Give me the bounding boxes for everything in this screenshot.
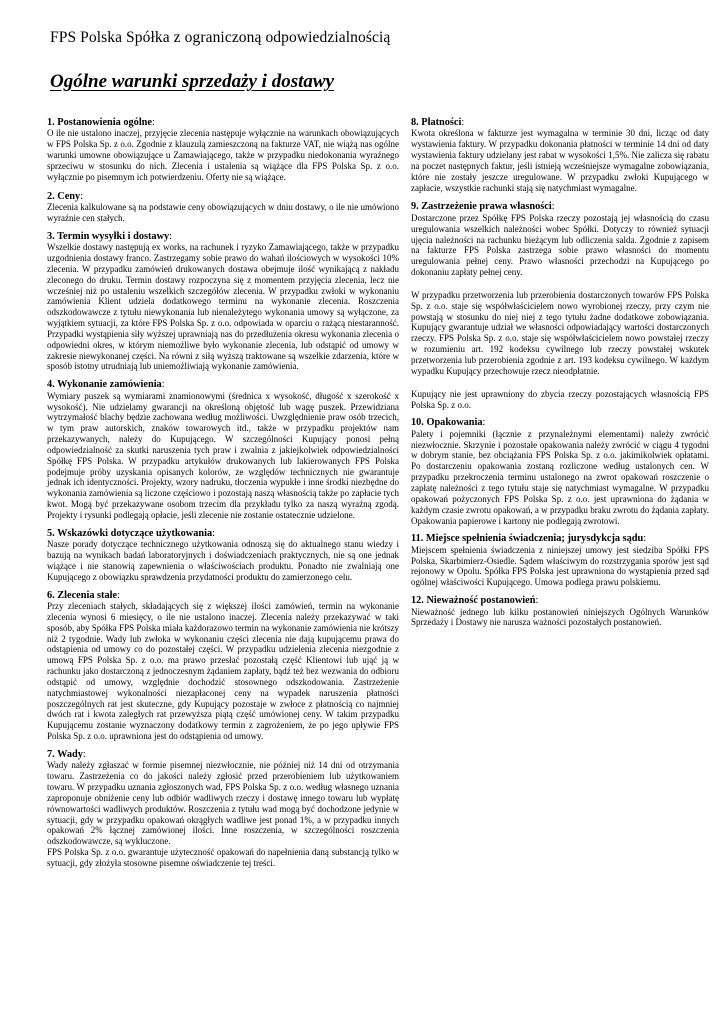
section-heading: 9. Zastrzeżenie prawa własności: [411, 201, 555, 213]
company-name: FPS Polska Spółka z ograniczoną odpowiedzialnością [50, 29, 391, 46]
section-paragraph: Kwota określona w fakturze jest wymagalna w terminie 30 dni, licząc od daty wystawienia faktury. W przypadku dokonania płatności w terminie 14 dni od daty wystawienia faktury udzielany jest rabat w wysokości 1,5%. Nie zalicza się rabatu na poczet następnych faktur, jeśli istnieją wcześniejsze wymagalne zobowiązania, które nie zostały jeszcze uregulowane. W przypadku zwłoki Kupującego w zapłacie, wszystkie rachunki stają się natychmiast wymagalne. [411, 128, 709, 193]
section-paragraph: Kupujący nie jest uprawniony do zbycia rzeczy pozostających własnością FPS Polska Sp. z o.o. [411, 388, 709, 410]
section-heading: 4. Wykonanie zamówienia: [47, 379, 165, 391]
section [411, 117, 709, 193]
section-heading-text: 8. Płatności [411, 117, 462, 128]
section-paragraph: Wymiary puszek są wymiarami znamionowymi (średnica x wysokość, długość x szerokość x wysokość). Nie udzielamy gwarancji na określoną objętość lub wagę puszek. Przewidziana wytrzymałość blachy będzie zachowana według możliwości. Uwzględnienie praw osób trzecich, w tym praw autorskich, znaków towarowych itd., także w przypadku projektów nam przekazywanych, należy do Kupującego. W szczególności Kupujący ponosi pełną odpowiedzialność za skutki naruszenia tych praw i zwalnia z jakiejkolwiek odpowiedzialności Spółkę FPS Polska. W przypadku artykułów drukowanych lub lakierowanych FPS Polska podejmuje próby uzyskania opisanych kolorów, ze względów technicznych nie gwarantuje jednak ich identyczności. Projekty, wzory nadruku, tłoczenia wypukłe i inne środki niezbędne do wykonania zamówienia są liczone częściowo i pozostają naszą własnością także po zapłacie tych kwot. Mogą być przekazywane osobom trzecim dla przykładu tylko za naszą wyraźną zgodą. Projekty i rysunki podlegają opłacie, jeśli zlecenie nie zostanie ostatecznie udzielone. [47, 390, 399, 520]
section-paragraph: O ile nie ustalono inaczej, przyjęcie zlecenia następuje wyłącznie na warunkach obowiązujących w FPS Polska Sp. z o.o. Zgodnie z klauzulą zamieszczoną na fakturze VAT, nie wiążą nas ogólne warunki umowne obowiązujące u Zamawiającego, także w przypadku niedokonania wyraźnego sprzeciwu w stosunku do nich. Zlecenia i ustalenia są wiążące dla FPS Polska Sp. z o.o. wyłącznie po pisemnym ich potwierdzeniu. Oferty nie są wiążące. [47, 128, 399, 182]
section [411, 417, 709, 526]
section-heading: 2. Ceny: [47, 190, 84, 202]
section [47, 117, 399, 183]
section [411, 201, 709, 410]
section-heading-text: 12. Nieważność postanowień [411, 595, 536, 607]
section-paragraph: Wszelkie dostawy następują ex works, na rachunek i ryzyko Zamawiającego, także w przypadku uzgodnienia dostawy franco. Zastrzegamy sobie prawo do wahań ilościowych w wysokości 10% zlecenia. W przypadku zamówień drukowanych dostawa obejmuje ilość wynikającą z nakładu zleconego do druku. Termin dostawy rozpoczyna się z momentem przyjęcia zlecenia, lecz nie wcześniej niż po ustaleniu wszelkich szczegółów zlecenia. W przypadku zwłoki w wykonaniu zamówienia Klient udziela dodatkowego terminu na wykonanie zlecenia. Roszczenia odszkodowawcze z tytułu niewykonania lub nienależytego wykonania umowy są wyłączone, za wyjątkiem sytuacji, za które FPS Polska Sp. z o.o. odpowiada w oparciu o rażącą niestaranność. Przypadki wystąpienia siły wyższej uprawniają nas do przedłużenia okresu wykonania zlecenia o odpowiedni okres, w którym niemożliwe było wykonanie zlecenia, lub odstąpić od umowy w zakresie niewykonanej części. Na równi z siłą wyższą traktowane są wszelkie zdarzenia, które w sposób istotny utrudniają lub uniemożliwiają wykonanie zamówienia. [47, 242, 399, 372]
section-heading-text: 6. Zlecenia stałe [47, 589, 118, 601]
section-paragraph: Przy zleceniach stałych, składających się z większej ilości zamówień, termin na wykonanie zlecenia wynosi 6 miesięcy, o ile nie ustalono inaczej. Zlecenia należy przekazywać w taki sposób, aby Spółka FPS Polska miała każdorazowo termin na wykonanie zamówienia nie krótszy niż 2 tygodnie. Wady lub zwłoka w wykonaniu części zlecenia nie dają kupującemu prawa do odstąpienia od umowy co do pozostałej części. W przypadku udzielenia zlecenia niezgodnie z umową FPS Polska Sp. z o.o. ma prawo przesłać pozostałą część Klientowi lub ująć ją w rachunku jako dostarczoną z jednoczesnym żądaniem zapłaty, bądź też bez wezwania do odbioru odstąpić od umowy, względnie dochodzić stosownego odszkodowania. Zastrzeżenie natychmiastowej wykonalności niezapłaconej ceny na wypadek naruszenia płatności poszczególnych rat jest skuteczne, gdy Kupujący pozostaje w zwłoce z płatnością co najmniej dwóch rat i kwota zaległych rat przewyższa piątą część umówionej ceny. W takim przypadku Kupującemu zostanie wyznaczony dodatkowy termin z zagrożeniem, że po jego upływie FPS Polska Sp. z o.o. uprawniona jest do odstąpienia od umowy. [47, 600, 399, 742]
section-paragraph: Palety i pojemniki (łącznie z przynależnymi elementami) należy zwrócić niezwłocznie. Skrzynie i pozostałe opakowania należy zwrócić w ciągu 4 tygodni w dobrym stanie, bez obciążania FPS Polska Sp. z o.o. jakimikolwiek opłatami. Po dostarczeniu opakowania zostaną rozliczone według ustalonych cen. W przypadku przekroczenia terminu ustalonego na zwrot opakowań roszczenie o zapłatę należności z tego tytułu staje się natychmiast wymagalne. W przypadku opakowań pożyczonych FPS Polska Sp. z o.o. jest uprawniona do żądania w każdym czasie zwrotu opakowań, a w przypadku braku zwrotu do żądania zapłaty. Opakowania papierowe i kartony nie podlegają zwrotowi. [411, 428, 709, 526]
section-heading: 7. Wady: [47, 748, 86, 760]
section-heading-text: 10. Opakowania [411, 417, 483, 429]
section-heading: 3. Termin wysyłki i dostawy: [47, 230, 173, 242]
section-heading-text: 5. Wskazówki dotyczące użytkowania [47, 527, 213, 539]
section-heading-text: 2. Ceny [47, 190, 81, 202]
right-column [411, 110, 709, 628]
section [47, 231, 399, 373]
section-paragraph: FPS Polska Sp. z o.o. gwarantuje użyteczność opakowań do napełnienia daną substancją tylko w sytuacji, gdy złożyła stosowne pisemne oświadczenie tej treści. [47, 847, 399, 868]
section [47, 749, 399, 869]
section-heading-text: 4. Wykonanie zamówienia [47, 379, 162, 391]
section-heading: 5. Wskazówki dotyczące użytkowania: [47, 527, 216, 539]
section [47, 379, 399, 521]
section-heading-text: 1. Postanowienia ogólne [47, 117, 152, 128]
section-heading-text: 11. Miejsce spełnienia świadczenia; jurysdykcja sądu [411, 533, 644, 545]
section-heading-text: 3. Termin wysyłki i dostawy [47, 230, 170, 242]
document-title: Ogólne warunki sprzedaży i dostawy [50, 71, 334, 92]
section-heading-text: 7. Wady [47, 748, 83, 760]
section-paragraph: Zlecenia kalkulowane są na podstawie ceny obowiązujących w dniu dostawy, o ile nie umówiono wyraźnie cen stałych. [47, 202, 399, 223]
section-paragraph: Dostarczone przez Spółkę FPS Polska rzeczy pozostają jej własnością do czasu uregulowania wszelkich należności wobec Spółki. Dotyczy to również sytuacji ujęcia należności na rachunku bieżącym lub odliczenia salda. Zgodnie z zapisem na fakturze FPS Polska zastrzega sobie prawo własności do momentu uregulowania pełnej ceny. Prawo własności przechodzi na Kupującego po dokonaniu zapłaty pełnej ceny. [411, 212, 709, 278]
section-heading-text: 9. Zastrzeżenie prawa własności [411, 201, 552, 213]
section-heading: 6. Zlecenia stałe: [47, 589, 120, 601]
section [47, 528, 399, 583]
section-heading: 12. Nieważność postanowień: [411, 595, 539, 607]
section-paragraph: Nieważność jednego lub kilku postanowień niniejszych Ogólnych Warunków Sprzedaży i Dostawy nie narusza ważności pozostałych postanowień. [411, 606, 709, 628]
left-column [47, 110, 399, 869]
section [411, 533, 709, 588]
section-paragraph: W przypadku przetworzenia lub przerobienia dostarczonych towarów FPS Polska Sp. z o.o. staje się współwłaścicielem nowo wyrobionej rzeczy, przy czym nie powstają w stosunku do niej niej z tego tytułu żadne dodatkowe zobowiązania. Kupujący gwarantuje udział we własności odpowiadający wartości dostarczonych rzeczy. FPS Polska Sp. z o.o. staje się współwłaścicielem nowo powstałej rzeczy w rozumieniu art. 192 kodeksu cywilnego lub rzeczy powstałej wskutek przetworzenia lub przerobienia zgodnie z art. 193 kodeksu cywilnego. W każdym wypadku Kupujący przechowuje rzecz nieodpłatnie. [411, 289, 709, 376]
section-heading: 11. Miejsce spełnienia świadczenia; jurysdykcja sądu: [411, 533, 647, 545]
section [411, 595, 709, 628]
section [47, 590, 399, 742]
section-heading: 8. Płatności: [411, 117, 465, 128]
section-paragraph: Wady należy zgłaszać w formie pisemnej niezwłocznie, nie później niż 14 dni od otrzymania towaru. Zastrzeżenia co do jakości należy zgłosić przed przerobieniem lub użytkowaniem towaru. W przypadku uznania zgłoszonych wad, FPS Polska Sp. z o.o. według własnego uznania zaproponuje obniżenie ceny lub odbiór wadliwych rzeczy i dostawę innego towaru lub wypłatę równowartości wadliwych produktów. Roszczenia z tytułu wad mogą być dochodzone jedynie w sytuacji, gdy w przypadku opakowań okrągłych wadliwe jest ponad 1%, a w przypadku innych opakowań 2% łącznej zamówionej ilości. Inne roszczenia, w szczególności roszczenia odszkodowawcze, są wykluczone. [47, 760, 399, 847]
section [47, 191, 399, 224]
section-paragraph: Nasze porady dotyczące technicznego użytkowania odnoszą się do aktualnego stanu wiedzy i bazują na wynikach badań laboratoryjnych i doświadczeniach praktycznych, nie są one jednak wiążące i nie stanowią zapewnienia o właściwościach produktu. Ponadto nie zwalniają one Kupującego z obowiązku sprawdzenia przydatności produktu do zamierzonego celu. [47, 539, 399, 582]
section-paragraph: Miejscem spełnienia świadczenia z niniejszej umowy jest siedziba Spółki FPS Polska, Skarbimierz-Osiedle. Sądem właściwym do rozstrzygania sporów jest sąd rejonowy w Opolu. Spółka FPS Polska jest uprawniona do wystąpienia przed sąd ogólnej właściwości Kupującego. Umowa podlega prawu polskiemu. [411, 544, 709, 588]
section-heading: 10. Opakowania: [411, 417, 486, 429]
section-heading: 1. Postanowienia ogólne: [47, 117, 155, 128]
